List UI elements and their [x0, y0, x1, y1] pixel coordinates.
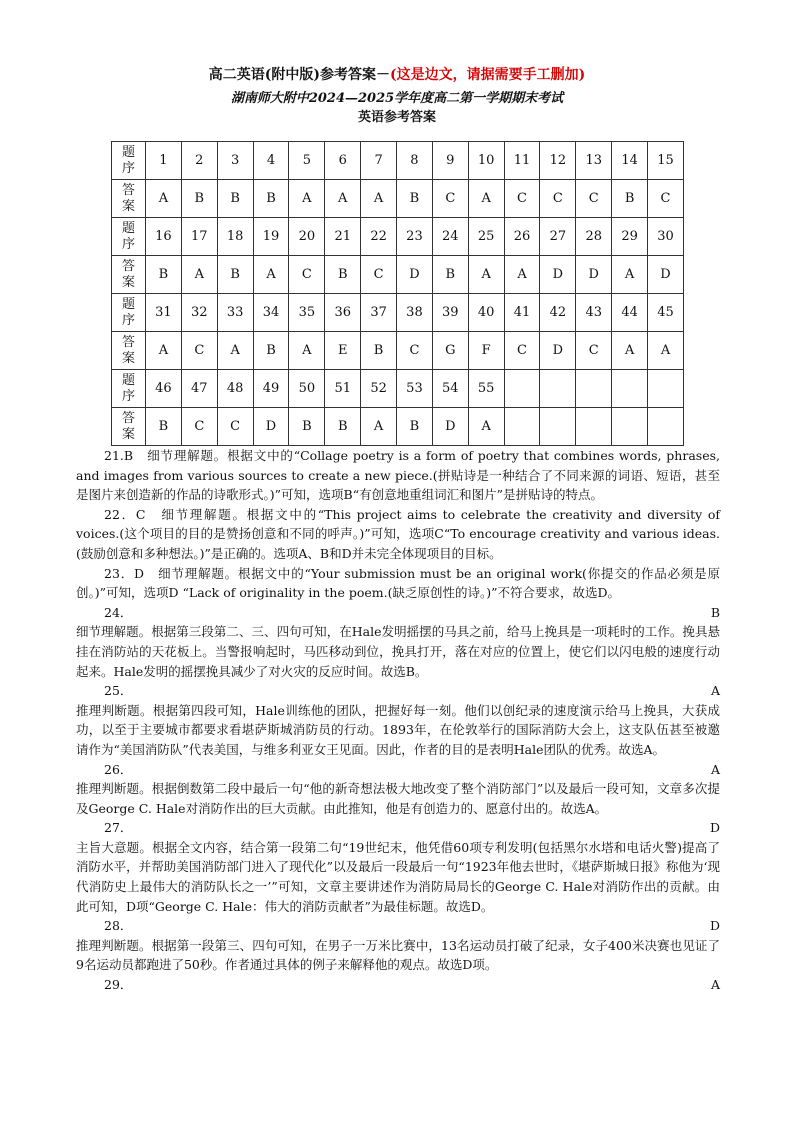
question-number-cell — [648, 370, 684, 408]
answer-cell: C — [576, 180, 612, 218]
answer-cell — [504, 408, 540, 446]
answer-table — [111, 141, 684, 446]
answer-row — [112, 332, 684, 370]
answer-cell: B — [397, 408, 433, 446]
question-number-cell: 39 — [432, 294, 468, 332]
answer-cell: D — [540, 256, 576, 294]
question-number-cell: 29 — [612, 218, 648, 256]
answer-label-cell: 答 案 — [112, 408, 146, 446]
question-number-cell: 15 — [648, 142, 684, 180]
explanation-21: 21.B 细节理解题。根据文中的“Collage poetry is a form of poetry that combines words, phrases, and images from various sources to create a new piece.(拼贴诗是一种结合了不同来源的词语、短语，甚至是图片来创造新的作品的诗歌形式。)”可知，选项B“有创意地重组词汇和图片”是拼贴诗的特点。 — [76, 448, 720, 503]
question-number-cell — [504, 370, 540, 408]
answer-cell: C — [181, 332, 217, 370]
question-number-cell: 7 — [361, 142, 397, 180]
answer-28: D — [709, 918, 720, 934]
question-number-cell: 1 — [146, 142, 182, 180]
answer-cell: D — [397, 256, 433, 294]
answer-cell: A — [146, 332, 182, 370]
explanation-26: 推理判断题。根据倒数第二段中最后一句“他的新奇想法极大地改变了整个消防部门”以及最后一段可知，文章多次提及George C. Hale对消防作出的巨大贡献。由此推知，他是有创造力的、愿意付出的。故选A。 — [76, 781, 720, 816]
question-number-cell: 47 — [181, 370, 217, 408]
question-number-cell: 34 — [253, 294, 289, 332]
question-number-cell: 13 — [576, 142, 612, 180]
answer-cell: A — [468, 256, 504, 294]
answer-27: D — [709, 820, 720, 836]
question-number-cell: 8 — [397, 142, 433, 180]
question-number-cell: 33 — [217, 294, 253, 332]
question-number-row — [112, 370, 684, 408]
answer-29: A — [710, 977, 720, 993]
answer-cell: A — [468, 408, 504, 446]
answer-cell: C — [504, 180, 540, 218]
question-number-cell: 12 — [540, 142, 576, 180]
answer-cell: C — [217, 408, 253, 446]
question-number-cell — [540, 370, 576, 408]
answer-label-cell: 答 案 — [112, 256, 146, 294]
answer-cell — [648, 408, 684, 446]
question-number-cell: 23 — [397, 218, 433, 256]
question-number-cell: 11 — [504, 142, 540, 180]
question-number-cell — [612, 370, 648, 408]
explanation-27-heading — [76, 818, 720, 838]
question-number-row — [112, 218, 684, 256]
answer-cell: A — [217, 332, 253, 370]
answer-cell: B — [325, 408, 361, 446]
question-number-cell: 43 — [576, 294, 612, 332]
answer-cell: C — [361, 256, 397, 294]
answer-cell: D — [576, 256, 612, 294]
answer-cell: A — [612, 256, 648, 294]
question-number-cell: 18 — [217, 218, 253, 256]
answer-cell: D — [540, 332, 576, 370]
question-number-cell: 20 — [289, 218, 325, 256]
question-number-cell: 2 — [181, 142, 217, 180]
question-number-cell: 35 — [289, 294, 325, 332]
question-number-cell: 31 — [146, 294, 182, 332]
answer-cell: A — [253, 256, 289, 294]
question-number-29: 29． — [104, 977, 133, 993]
explanation-24-heading — [76, 603, 720, 623]
answer-label-cell: 答 案 — [112, 332, 146, 370]
explanations — [76, 446, 720, 995]
question-number-cell: 37 — [361, 294, 397, 332]
question-number-cell: 14 — [612, 142, 648, 180]
answer-cell: C — [648, 180, 684, 218]
answer-cell — [612, 408, 648, 446]
answer-cell: B — [325, 256, 361, 294]
question-number-cell: 54 — [432, 370, 468, 408]
question-number-cell: 53 — [397, 370, 433, 408]
question-number-row — [112, 142, 684, 180]
question-number-cell — [576, 370, 612, 408]
question-number-cell: 27 — [540, 218, 576, 256]
answer-cell: B — [217, 256, 253, 294]
answer-25: A — [710, 683, 720, 699]
answer-cell: E — [325, 332, 361, 370]
question-label-cell: 题 序 — [112, 370, 146, 408]
question-number-row — [112, 294, 684, 332]
explanation-27: 主旨大意题。根据全文内容，结合第一段第二句“19世纪末，他凭借60项专利发明(包括黑尔水塔和电话火警)提高了消防水平，并帮助美国消防部门进入了现代化”以及最后一段最后一句“1923年他去世时，《堪萨斯城日报》称他为‘现代消防史上最伟大的消防队长之一’”可知，文章主要讲述作为消防局局长的George C. Hale对消防作出的贡献。由此可知，D项“George C. Hale：伟大的消防贡献者”为最佳标题。故选D。 — [76, 839, 720, 914]
answer-cell: A — [648, 332, 684, 370]
exam-subtitle: 湖南师大附中2024—2025学年度高二第一学期期末考试 — [230, 91, 564, 106]
answer-cell: B — [217, 180, 253, 218]
answer-cell: B — [253, 332, 289, 370]
question-number-cell: 3 — [217, 142, 253, 180]
explanation-25: 推理判断题。根据第四段可知，Hale训练他的团队，把握好每一刻。他们以创纪录的速度演示给马上挽具，大获成功，以至于主要城市都要求看堪萨斯城消防员的行动。1893年，在伦敦举行的国际消防大会上，这支队伍甚至被邀请作为“美国消防队”代表美国，与维多利亚女王见面。因此，作者的目的是表明Hale团队的优秀。故选A。 — [76, 702, 720, 757]
answer-24: B — [710, 604, 720, 620]
question-number-cell: 44 — [612, 294, 648, 332]
question-number-cell: 30 — [648, 218, 684, 256]
answer-cell: B — [146, 256, 182, 294]
answer-cell: B — [397, 180, 433, 218]
answer-label-cell: 答 案 — [112, 180, 146, 218]
answer-row — [112, 180, 684, 218]
question-number-cell: 46 — [146, 370, 182, 408]
answer-cell: C — [576, 332, 612, 370]
question-number-cell: 28 — [576, 218, 612, 256]
explanation-22: 22．C 细节理解题。根据文中的“This project aims to celebrate the creativity and diversity of voices.(这个项目的目的是赞扬创意和不同的呼声。)”可知，选项C“To encourage creativity and various ideas.(鼓励创意和多种想法。)”是正确的。选项A、B和D并未完全体现项目的目标。 — [76, 506, 720, 561]
question-number-cell: 32 — [181, 294, 217, 332]
document-title — [0, 64, 794, 84]
question-number-cell: 24 — [432, 218, 468, 256]
question-number-cell: 45 — [648, 294, 684, 332]
question-number-cell: 4 — [253, 142, 289, 180]
question-number-cell: 22 — [361, 218, 397, 256]
question-number-cell: 50 — [289, 370, 325, 408]
question-number-24: 24． — [104, 604, 133, 620]
explanation-23: 23．D 细节理解题。根据文中的“Your submission must be an original work(你提交的作品必须是原创。)”可知，选项D “Lack of originality in the poem.(缺乏原创性的诗。)”不符合要求，故选D。 — [76, 565, 720, 601]
answer-cell: B — [146, 408, 182, 446]
question-number-cell: 36 — [325, 294, 361, 332]
answer-cell: A — [468, 180, 504, 218]
answer-cell: B — [289, 408, 325, 446]
question-number-cell: 6 — [325, 142, 361, 180]
title-editor-note: (这是边文，请据需要手工删加) — [390, 67, 586, 83]
answer-row — [112, 408, 684, 446]
question-number-cell: 51 — [325, 370, 361, 408]
question-number-cell: 41 — [504, 294, 540, 332]
answer-cell: B — [253, 180, 289, 218]
question-number-cell: 48 — [217, 370, 253, 408]
answer-cell: A — [612, 332, 648, 370]
question-number-cell: 10 — [468, 142, 504, 180]
question-number-27: 27． — [104, 820, 133, 836]
answer-cell: A — [361, 180, 397, 218]
answer-cell: B — [361, 332, 397, 370]
answer-cell: D — [432, 408, 468, 446]
answer-cell: A — [289, 180, 325, 218]
question-label-cell: 题 序 — [112, 294, 146, 332]
answer-cell: B — [612, 180, 648, 218]
question-number-cell: 17 — [181, 218, 217, 256]
answer-cell: A — [325, 180, 361, 218]
answer-row — [112, 256, 684, 294]
explanation-24: 细节理解题。根据第三段第二、三、四句可知，在Hale发明摇摆的马具之前，给马上挽具是一项耗时的工作。挽具悬挂在消防站的天花板上。当警报响起时，马匹移动到位，挽具打开，落在对应的位置上，使它们以闪电般的速度行动起来。Hale发明的摇摆挽具减少了对火灾的反应时间。故选B。 — [76, 624, 720, 679]
question-number-cell: 52 — [361, 370, 397, 408]
explanation-25-heading — [76, 681, 720, 701]
question-label-cell: 题 序 — [112, 142, 146, 180]
question-number-cell: 19 — [253, 218, 289, 256]
answer-cell: A — [289, 332, 325, 370]
answer-cell: C — [289, 256, 325, 294]
question-number-cell: 55 — [468, 370, 504, 408]
question-number-cell: 26 — [504, 218, 540, 256]
answer-cell: D — [253, 408, 289, 446]
question-number-cell: 49 — [253, 370, 289, 408]
question-label-cell: 题 序 — [112, 218, 146, 256]
question-number-cell: 5 — [289, 142, 325, 180]
answer-cell: B — [181, 180, 217, 218]
answer-cell: D — [648, 256, 684, 294]
explanation-28-heading — [76, 916, 720, 936]
answer-cell — [540, 408, 576, 446]
explanation-26-heading — [76, 760, 720, 780]
explanation-29-heading — [76, 975, 720, 995]
question-number-28: 28． — [104, 918, 133, 934]
question-number-cell: 40 — [468, 294, 504, 332]
answer-cell: C — [504, 332, 540, 370]
question-number-cell: 16 — [146, 218, 182, 256]
answer-cell: G — [432, 332, 468, 370]
question-number-26: 26． — [104, 761, 133, 777]
answer-cell: A — [504, 256, 540, 294]
question-number-cell: 42 — [540, 294, 576, 332]
question-number-cell: 21 — [325, 218, 361, 256]
answer-cell: C — [432, 180, 468, 218]
explanation-28: 推理判断题。根据第一段第三、四句可知，在男子一万米比赛中，13名运动员打破了纪录，女子400米决赛也见证了9名运动员都跑进了50秒。作者通过具体的例子来解释他的观点。故选D项。 — [76, 937, 720, 973]
question-number-cell: 38 — [397, 294, 433, 332]
answer-cell: A — [146, 180, 182, 218]
answer-cell: C — [397, 332, 433, 370]
question-number-cell: 25 — [468, 218, 504, 256]
answer-cell — [576, 408, 612, 446]
title-main: 高二英语(附中版)参考答案－ — [208, 67, 390, 83]
section-title: 英语参考答案 — [357, 110, 436, 125]
answer-cell: A — [181, 256, 217, 294]
question-number-cell: 9 — [432, 142, 468, 180]
answer-cell: C — [540, 180, 576, 218]
answer-cell: B — [432, 256, 468, 294]
answer-cell: C — [181, 408, 217, 446]
answer-26: A — [710, 761, 720, 777]
question-number-25: 25． — [104, 683, 133, 699]
answer-cell: F — [468, 332, 504, 370]
answer-cell: A — [361, 408, 397, 446]
